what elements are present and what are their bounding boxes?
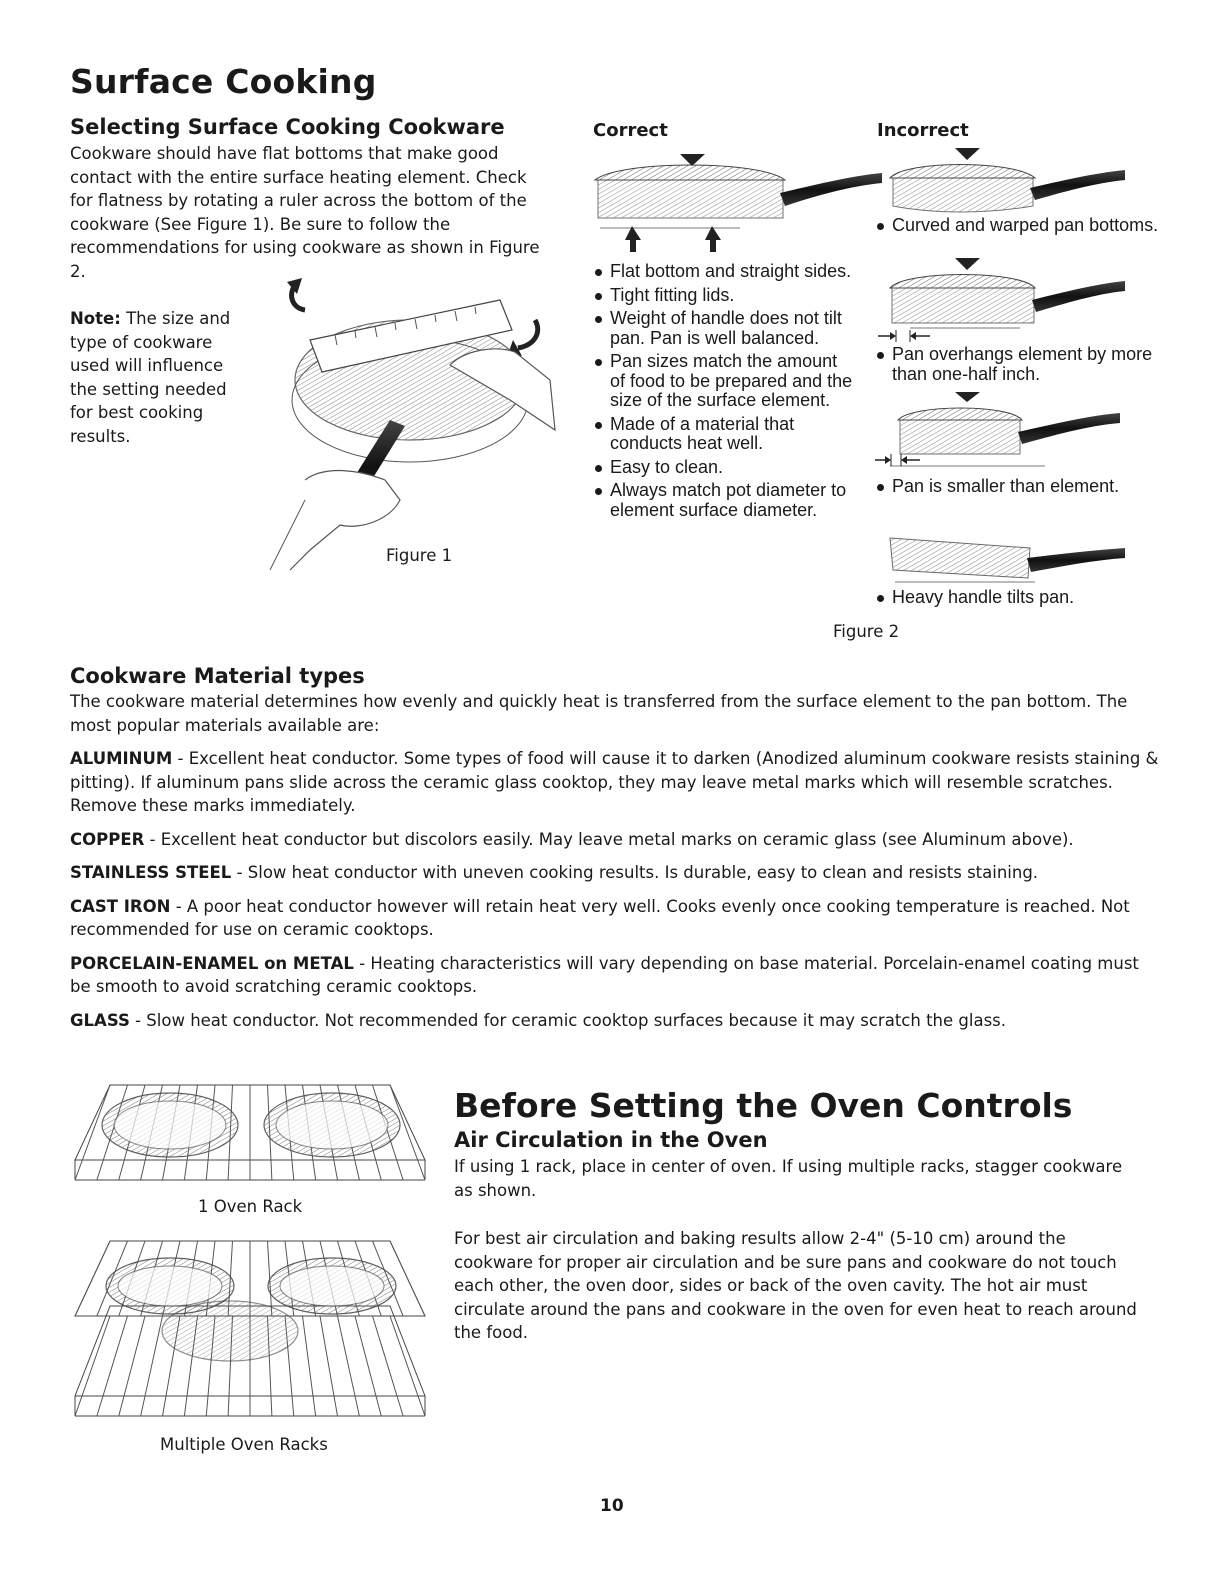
material-aluminum: ALUMINUM - Excellent heat conductor. Some types of food will cause it to darken (Anodized aluminum cookware resists staining & pitting). If aluminum pans slide across the ceramic glass cooktop, they may leave metal marks which will resemble scratches. Remove these marks immediately. xyxy=(70,749,1159,815)
figure1-illustration xyxy=(250,270,570,580)
small-pan-icon xyxy=(870,392,1145,472)
page-number: 10 xyxy=(600,1496,624,1516)
material-copper: COPPER - Excellent heat conductor but discolors easily. May leave metal marks on ceramic glass (see Aluminum above). xyxy=(70,829,1074,849)
overhang-pan-icon xyxy=(870,258,1145,343)
one-oven-rack-illustration xyxy=(70,1080,430,1195)
note-text xyxy=(70,307,245,448)
correct-list xyxy=(593,262,853,524)
material-stainless-steel: STAINLESS STEEL - Slow heat conductor with uneven cooking results. Is durable, easy to clean and resists staining. xyxy=(70,863,1039,882)
note-label: Note: xyxy=(70,309,121,328)
tilted-pan-icon xyxy=(885,530,1145,585)
page-title: Surface Cooking xyxy=(70,62,377,101)
correct-item: Pan sizes match the amount of food to be prepared and the size of the surface element. xyxy=(593,352,853,411)
one-oven-rack-caption: 1 Oven Rack xyxy=(198,1197,303,1216)
air-circulation-heading: Air Circulation in the Oven xyxy=(454,1128,768,1152)
correct-item: Tight fitting lids. xyxy=(593,286,853,306)
materials-section xyxy=(70,690,1160,1042)
correct-pan-icon xyxy=(590,148,890,258)
air-circulation-para1: If using 1 rack, place in center of oven. If using multiple racks, stagger cookware as shown. xyxy=(454,1157,1123,1200)
figure1-caption: Figure 1 xyxy=(386,546,453,565)
correct-heading: Correct xyxy=(593,120,668,141)
materials-intro: The cookware material determines how evenly and quickly heat is transferred from the surface element to the pan bottom. The most popular materials available are: xyxy=(70,692,1128,735)
incorrect-item: Pan is smaller than element. xyxy=(875,477,1162,497)
correct-item: Made of a material that conducts heat well. xyxy=(593,415,853,454)
warped-pan-icon xyxy=(885,148,1145,213)
multiple-oven-racks-illustration xyxy=(70,1236,430,1421)
materials-heading: Cookware Material types xyxy=(70,664,365,688)
selecting-heading: Selecting Surface Cooking Cookware xyxy=(70,115,505,139)
incorrect-heading: Incorrect xyxy=(877,120,969,141)
correct-item: Flat bottom and straight sides. xyxy=(593,262,853,282)
material-porcelain-enamel: PORCELAIN-ENAMEL on METAL - Heating characteristics will vary depending on base material. Porcelain-enamel coating must be smooth to avoid scratching ceramic cooktops. xyxy=(70,953,1139,996)
oven-heading: Before Setting the Oven Controls xyxy=(454,1086,1073,1125)
air-circulation-para2: For best air circulation and baking results allow 2-4" (5-10 cm) around the cookware for proper air circulation and be sure pans and cookware do not touch each other, the oven door, sides or back of the oven cavity. The hot air must circulate around the pans and cookware in the oven for even heat to reach around the food. xyxy=(454,1229,1137,1342)
correct-item: Weight of handle does not tilt pan. Pan is well balanced. xyxy=(593,309,853,348)
selecting-paragraph: Cookware should have flat bottoms that make good contact with the entire surface heating element. Check for flatness by rotating a ruler across the bottom of the cookware (See Figure 1). Be sure to follow the recommendations for using cookware as shown in Figure 2. xyxy=(70,144,540,281)
figure2-caption: Figure 2 xyxy=(833,622,900,641)
correct-item: Easy to clean. xyxy=(593,458,853,478)
note-body: The size and type of cookware used will influence the setting needed for best cooking results. xyxy=(70,309,231,446)
material-glass: GLASS - Slow heat conductor. Not recommended for ceramic cooktop surfaces because it may scratch the glass. xyxy=(70,1010,1007,1030)
multiple-oven-racks-caption: Multiple Oven Racks xyxy=(160,1435,328,1454)
correct-item: Always match pot diameter to element surface diameter. xyxy=(593,481,853,520)
incorrect-item: Heavy handle tilts pan. xyxy=(875,588,1162,608)
incorrect-item: Curved and warped pan bottoms. xyxy=(875,216,1162,236)
material-cast-iron: CAST IRON - A poor heat conductor however will retain heat very well. Cooks evenly once cooking temperature is reached. Not recommended for use on ceramic cooktops. xyxy=(70,896,1130,939)
incorrect-item: Pan overhangs element by more than one-half inch. xyxy=(875,345,1162,384)
